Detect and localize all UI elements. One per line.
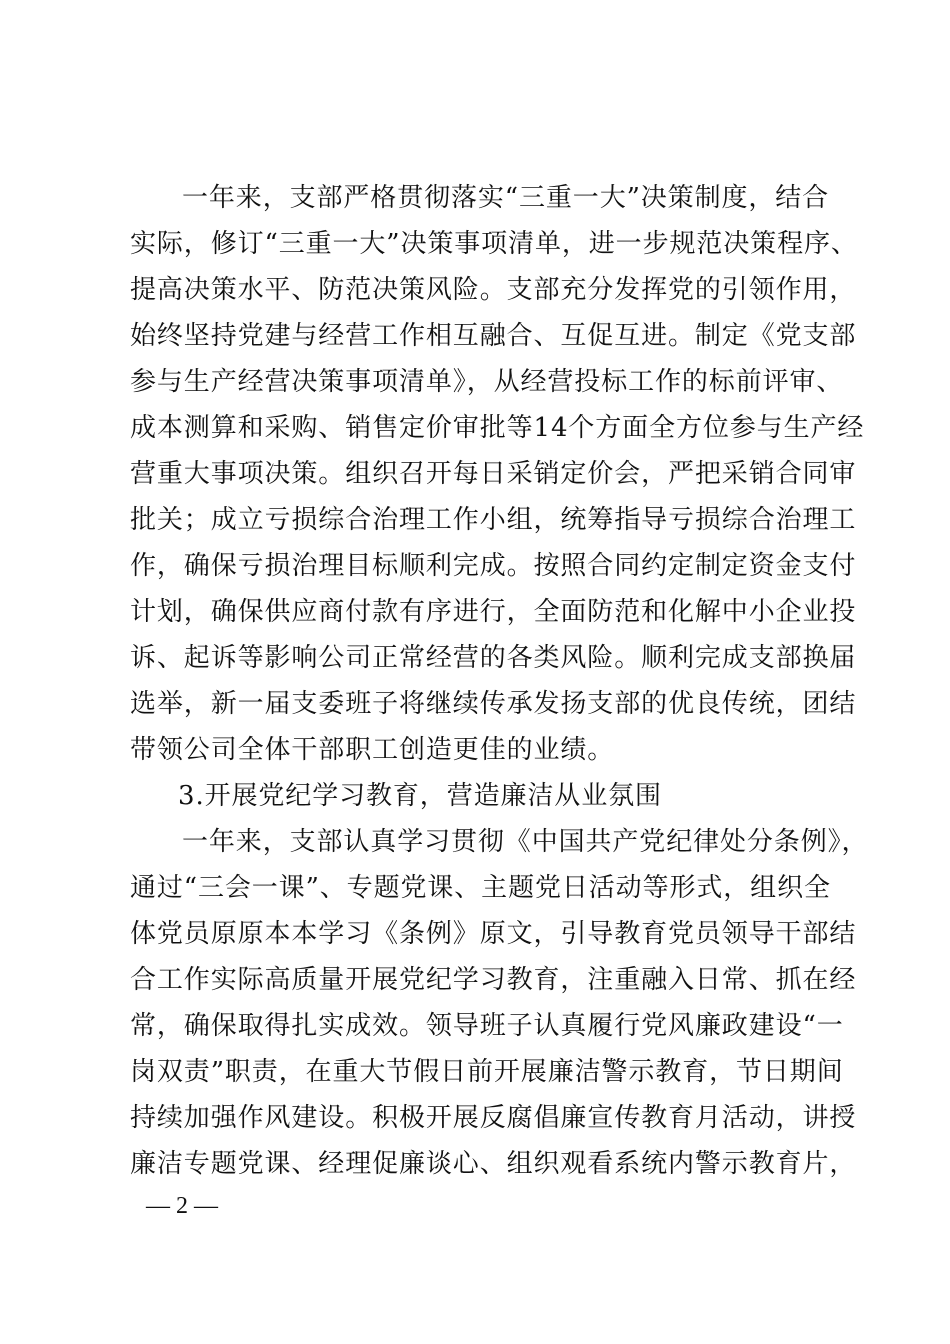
paragraph-2-line-3: 体党员原原本本学习《条例》原文，引导教育党员领导干部结 [130, 919, 857, 949]
paragraph-1-line-9: 作，确保亏损治理目标顺利完成。按照合同约定制定资金支付 [130, 551, 857, 581]
page-number: — 2 — [146, 1193, 218, 1219]
paragraph-1-line-7: 营重大事项决策。组织召开每日采销定价会，严把采销合同审 [130, 459, 857, 489]
paragraph-1-line-3: 提高决策水平、防范决策风险。支部充分发挥党的引领作用， [130, 275, 857, 305]
paragraph-1-line-12: 选举，新一届支委班子将继续传承发扬支部的优良传统，团结 [130, 689, 857, 719]
section-heading: 3.开展党纪学习教育，营造廉洁从业氛围 [178, 781, 662, 811]
paragraph-1-line-2: 实际，修订“三重一大”决策事项清单，进一步规范决策程序、 [130, 229, 858, 259]
paragraph-1-line-13: 带领公司全体干部职工创造更佳的业绩。 [130, 735, 615, 765]
paragraph-2-line-6: 岗双责”职责，在重大节假日前开展廉洁警示教育，节日期间 [130, 1057, 844, 1087]
paragraph-1-line-10: 计划，确保供应商付款有序进行，全面防范和化解中小企业投 [130, 597, 857, 627]
paragraph-2-line-5: 常，确保取得扎实成效。领导班子认真履行党风廉政建设“一 [130, 1011, 844, 1041]
paragraph-2-line-1: 一年来，支部认真学习贯彻《中国共产党纪律处分条例》， [182, 827, 869, 857]
paragraph-1-line-11: 诉、起诉等影响公司正常经营的各类风险。顺利完成支部换届 [130, 643, 857, 673]
paragraph-2-line-2: 通过“三会一课”、专题党课、主题党日活动等形式，组织全 [130, 873, 831, 903]
paragraph-1-line-6: 成本测算和采购、销售定价审批等14个方面全方位参与生产经 [130, 413, 865, 443]
paragraph-2-line-4: 合工作实际高质量开展党纪学习教育，注重融入日常、抓在经 [130, 965, 857, 995]
paragraph-1-line-8: 批关；成立亏损综合治理工作小组，统筹指导亏损综合治理工 [130, 505, 857, 535]
paragraph-2-line-7: 持续加强作风建设。积极开展反腐倡廉宣传教育月活动，讲授 [130, 1103, 857, 1133]
paragraph-2-line-8: 廉洁专题党课、经理促廉谈心、组织观看系统内警示教育片， [130, 1149, 857, 1179]
paragraph-1-line-5: 参与生产经营决策事项清单》，从经营投标工作的标前评审、 [130, 367, 844, 397]
paragraph-1-line-1: 一年来，支部严格贯彻落实“三重一大”决策制度，结合 [182, 183, 830, 213]
paragraph-1-line-4: 始终坚持党建与经营工作相互融合、互促互进。制定《党支部 [130, 321, 857, 351]
